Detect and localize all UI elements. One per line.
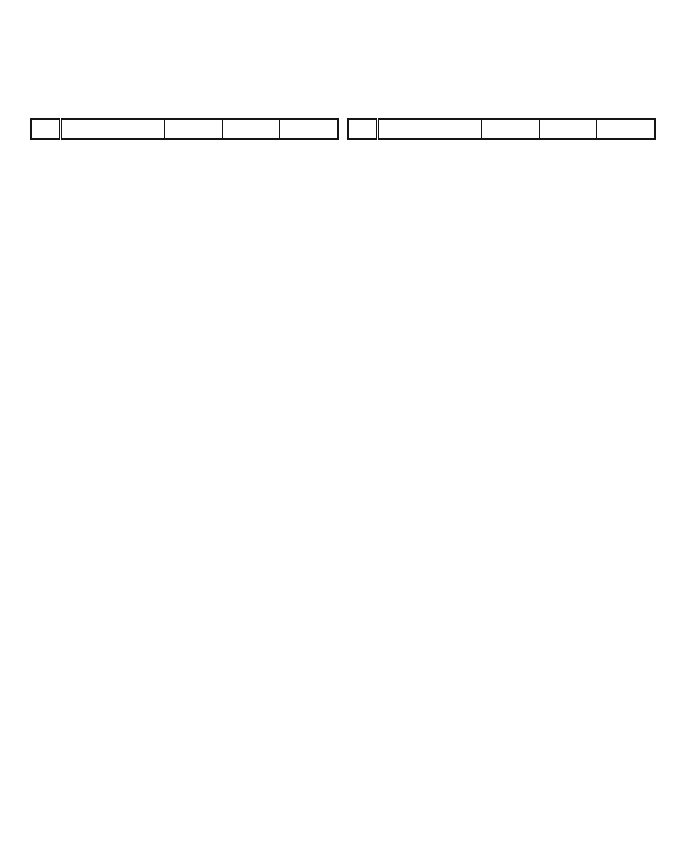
header-kouki (539, 119, 596, 139)
header-university (377, 119, 481, 139)
table-caption-row (30, 98, 652, 114)
header-region (31, 119, 60, 139)
header-row (348, 119, 655, 139)
header-ao (279, 119, 338, 139)
right-admission-table (347, 118, 656, 140)
header-ao (596, 119, 655, 139)
header-zenki (164, 119, 222, 139)
tables-area (30, 98, 652, 140)
header-region (348, 119, 377, 139)
left-admission-table (30, 118, 339, 140)
tables-row (30, 118, 652, 140)
header-zenki (481, 119, 539, 139)
header-university (60, 119, 164, 139)
header-row (31, 119, 338, 139)
header-kouki (222, 119, 279, 139)
